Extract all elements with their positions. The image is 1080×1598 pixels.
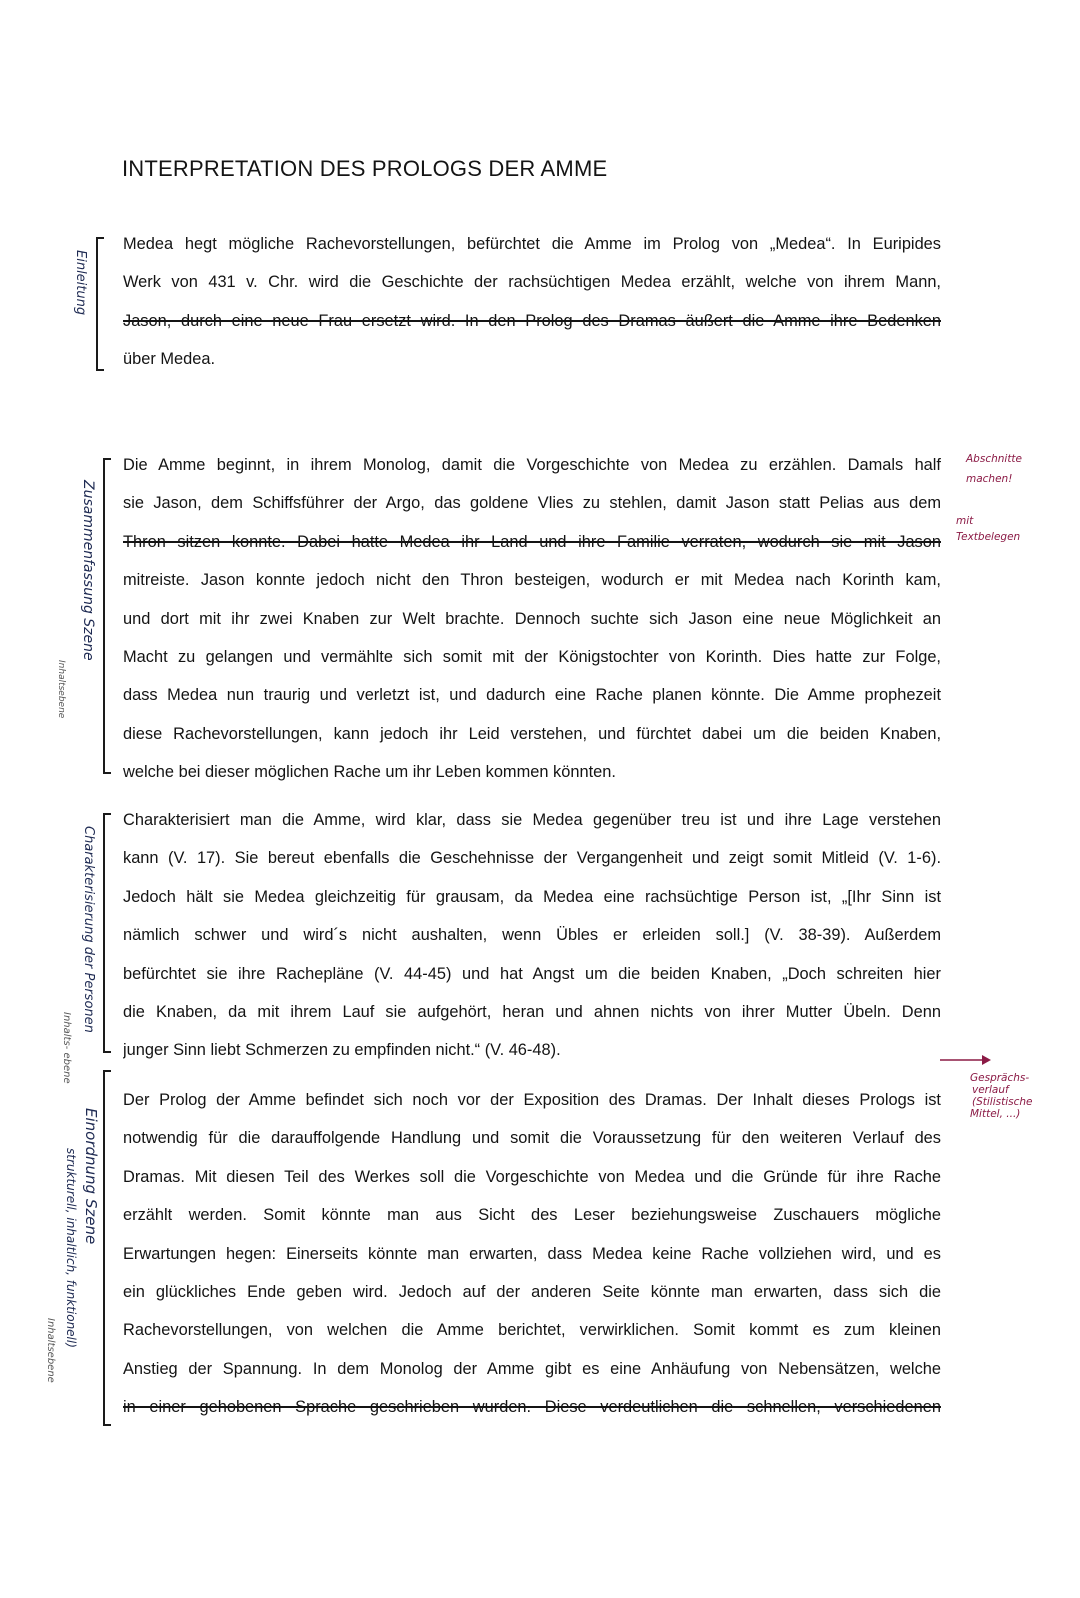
text-line: nämlich schwer und wird´s nicht aushalten, wenn Übles er erleiden soll.] (V. 38-39). Außerdem <box>123 926 941 945</box>
text-line: junger Sinn liebt Schmerzen zu empfinden nicht.“ (V. 46-48). <box>123 1041 561 1060</box>
margin-label-inhaltsebene: Inhaltsebene <box>56 660 66 719</box>
text-line: Medea hegt mögliche Rachevorstellungen, befürchtet die Amme im Prolog von „Medea“. In Euripides <box>123 235 941 253</box>
text-line: welche bei dieser möglichen Rache um ihr Leben kommen könnten. <box>123 763 616 782</box>
text-line: notwendig für die darauffolgende Handlung und somit die Voraussetzung für den weiteren Verlauf des <box>123 1129 941 1148</box>
margin-label-einleitung: Einleitung <box>73 250 88 316</box>
paragraph-classification <box>123 1081 941 1427</box>
note-abschnitte <box>966 452 1022 486</box>
paragraph-summary <box>123 446 941 792</box>
text-line: Charakterisiert man die Amme, wird klar, dass sie Medea gegenüber treu ist und ihre Lage verstehen <box>123 811 941 829</box>
bracket-summary <box>103 458 111 774</box>
note-line: Textbelegen <box>956 531 1021 543</box>
text-line: Werk von 431 v. Chr. wird die Geschichte der rachsüchtigen Medea erzählt, welche von ihrem Mann, <box>123 273 941 292</box>
text-line: mitreiste. Jason konnte jedoch nicht den Thron besteigen, wodurch er mit Medea nach Korinth kam, <box>123 571 941 590</box>
text-line: und dort mit ihr zwei Knaben zur Welt brachte. Dennoch suchte sich Jason eine neue Möglichkeit an <box>123 609 941 628</box>
text-line: Die Amme beginnt, in ihrem Monolog, damit die Vorgeschichte von Medea zu erzählen. Damals half <box>123 456 941 474</box>
text-line: Erwartungen hegen: Einerseits könnte man erwarten, dass Medea keine Rache vollziehen wird, und es <box>123 1244 941 1263</box>
text-line: Dramas. Mit diesen Teil des Werkes soll die Vorgeschichte von Medea und die Gründe für ihre Rache <box>123 1167 941 1186</box>
text-line-struck: Jason, durch eine neue Frau ersetzt wird. In den Prolog des Dramas äußert die Amme ihre Bedenken <box>123 311 941 330</box>
note-gespraechsverlauf <box>970 1072 1033 1120</box>
note-line: (Stilistische <box>972 1096 1033 1108</box>
text-line: über Medea. <box>123 350 216 369</box>
arrow-right-icon <box>940 1054 992 1066</box>
text-line: dass Medea nun traurig und verletzt ist, und dadurch eine Rache planen könnte. Die Amme prophezeit <box>123 686 941 705</box>
text-line: die Knaben, da mit ihrem Lauf sie aufgehört, heran und ahnen nichts von ihrer Mutter Übeln. Denn <box>123 1002 941 1021</box>
margin-label-inhaltsebene: Inhalts- ebene <box>61 1012 72 1084</box>
margin-label-strukturell: strukturell, inhaltlich, funktionell) <box>64 1148 78 1348</box>
note-line: Mittel, ...) <box>970 1108 1021 1120</box>
note-line: mit <box>956 515 974 527</box>
text-line: diese Rachevorstellungen, kann jedoch ihr Leid verstehen, und fürchtet dabei um die beiden Knaben, <box>123 724 941 743</box>
bracket-characterization <box>103 813 111 1053</box>
text-line: sie Jason, dem Schiffsführer der Argo, das goldene Vlies zu stehlen, damit Jason statt Pelias aus dem <box>123 494 941 513</box>
text-line-struck: Thron sitzen konnte. Dabei hatte Medea ihr Land und ihre Familie verraten, wodurch sie mit Jason <box>123 532 941 551</box>
text-line: kann (V. 17). Sie bereut ebenfalls die Geschehnisse der Vergangenheit und zeigt somit Mitleid (V. 1-6). <box>123 849 941 868</box>
note-line: Gesprächs- <box>970 1072 1030 1084</box>
text-line: Jedoch hält sie Medea gleichzeitig für grausam, da Medea eine rachsüchtige Person ist, „[Ihr Sinn ist <box>123 887 941 906</box>
text-line: Der Prolog der Amme befindet sich noch vor der Exposition des Dramas. Der Inhalt dieses Prologs ist <box>123 1091 941 1109</box>
text-line: erzählt werden. Somit könnte man aus Sicht des Leser beziehungsweise Zuschauers mögliche <box>123 1206 941 1225</box>
page-title: INTERPRETATION DES PROLOGS DER AMME <box>122 156 608 181</box>
note-line: machen! <box>966 473 1013 485</box>
text-line-struck: in einer gehobenen Sprache geschrieben wurden. Diese verdeutlichen die schnellen, verschiedenen <box>123 1398 941 1417</box>
margin-label-charakterisierung: Charakterisierung der Personen <box>81 826 96 1033</box>
paragraph-introduction <box>123 225 941 379</box>
bracket-classification <box>103 1070 111 1426</box>
margin-label-einordnung: Einordnung Szene <box>82 1108 100 1245</box>
paragraph-characterization <box>123 801 941 1070</box>
text-line: ein glückliches Ende geben wird. Jedoch auf der anderen Seite könnte man erwarten, dass sich die <box>123 1282 941 1301</box>
note-line: Abschnitte <box>966 453 1023 465</box>
bracket-introduction <box>96 237 104 371</box>
margin-label-zusammenfassung: Zusammenfassung Szene <box>80 480 96 661</box>
text-line: befürchtet sie ihre Rachepläne (V. 44-45) und hat Angst um die beiden Knaben, „Doch schreiten hier <box>123 964 941 983</box>
text-line: Macht zu gelangen und vermählte sich somit mit der Königstochter von Korinth. Dies hatte zur Folge, <box>123 647 941 666</box>
text-line: Rachevorstellungen, von welchen die Amme berichtet, verwirklichen. Somit kommt es zum kleinen <box>123 1321 941 1340</box>
margin-label-inhaltsebene: Inhaltsebene <box>45 1318 56 1383</box>
note-line: verlauf <box>972 1084 1009 1096</box>
note-textbelege <box>956 514 1020 544</box>
text-line: Anstieg der Spannung. In dem Monolog der Amme gibt es eine Anhäufung von Nebensätzen, welche <box>123 1359 941 1378</box>
